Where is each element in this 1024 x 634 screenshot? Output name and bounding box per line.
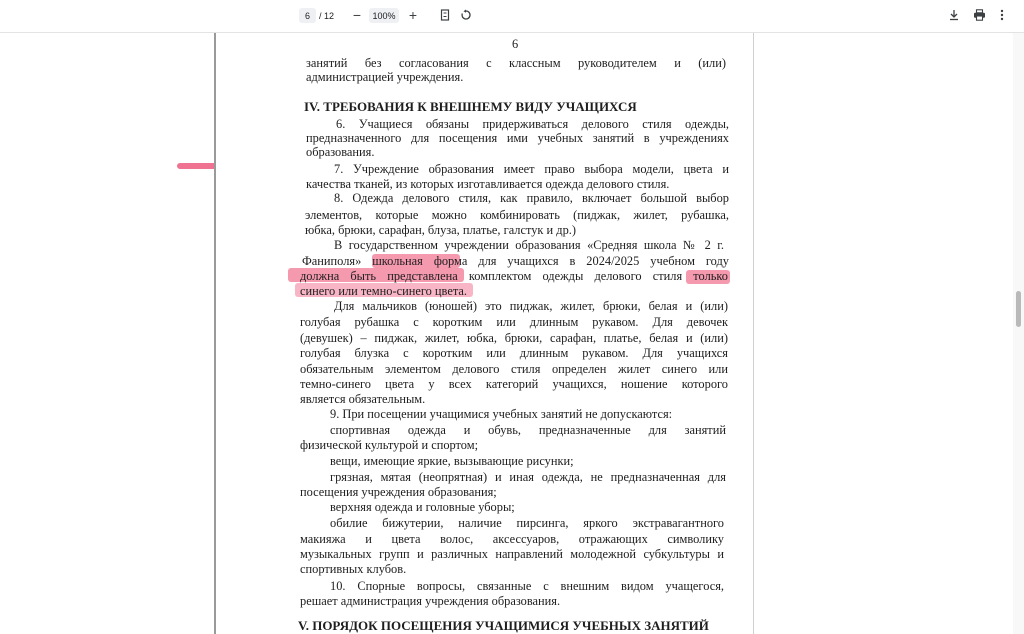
text-line: является обязательным. <box>300 392 426 406</box>
more-options-button[interactable] <box>993 6 1011 24</box>
text-line: синего или темно-синего цвета. <box>300 284 467 298</box>
text-line: должна быть представлена комплектом одежды делового стиля только <box>300 269 728 283</box>
text-line: обязательным элементом делового стиля определен жилет синего или <box>300 362 728 376</box>
page-number-input[interactable]: 6 <box>299 8 316 23</box>
text-line: музыкальных групп и различных направлений молодежной субкультуры и <box>300 547 724 561</box>
scrollbar[interactable] <box>1013 33 1024 634</box>
text-line: спортивных клубов. <box>300 562 407 576</box>
text-line: 6. Учащиеся обязаны придерживаться делового стиля одежды, <box>336 117 729 131</box>
fit-page-icon <box>439 9 451 21</box>
text-line: 10. Спорные вопросы, связанные с внешним видом учащегося, <box>330 579 724 593</box>
text-line: физической культурой и спортом; <box>300 438 479 452</box>
text-line: обилие бижутерии, наличие пирсинга, яркого экстравагантного <box>330 516 724 530</box>
text-line: решает администрация учреждения образования. <box>300 594 561 608</box>
section-heading: V. ПОРЯДОК ПОСЕЩЕНИЯ УЧАЩИМИСЯ УЧЕБНЫХ ЗАНЯТИЙ <box>298 618 709 633</box>
text-line: посещения учреждения образования; <box>300 485 497 499</box>
text-line: грязная, мятая (неопрятная) и иная одежда, не предназначенная для <box>330 470 726 484</box>
text-line: образования. <box>306 145 375 159</box>
rotate-button[interactable] <box>457 6 475 24</box>
text-line: В государственном учреждении образования «Средняя школа № 2 г. <box>334 238 724 252</box>
text-line: Для мальчиков (юношей) это пиджак, жилет, брюки, белая и (или) <box>334 299 728 313</box>
text-line: 9. При посещении учащимися учебных занятий не допускаются: <box>330 407 673 421</box>
text-line: Фаниполя» школьная форма для учащихся в 2024/2025 учебном году <box>302 254 729 268</box>
zoom-out-button[interactable] <box>348 6 366 24</box>
text-line: голубая блузка с коротким или длинным рукавом. Для учащихся <box>300 346 728 360</box>
text-line: спортивная одежда и обувь, предназначенные для занятий <box>330 423 726 437</box>
text-line: вещи, имеющие яркие, вызывающие рисунки; <box>330 454 574 468</box>
text-line: предназначенного для посещения ими учебных занятий в учреждениях <box>306 131 729 145</box>
text-line: элементов, которые можно комбинировать (пиджак, жилет, рубашка, <box>305 208 729 222</box>
text-line: голубая рубашка с коротким или длинным рукавом. Для девочек <box>300 315 728 329</box>
more-vertical-icon <box>1000 9 1004 21</box>
pdf-toolbar <box>0 0 1024 33</box>
text-line: верхняя одежда и головные уборы; <box>330 500 515 514</box>
print-icon <box>973 9 986 21</box>
document-text <box>214 33 754 634</box>
download-icon <box>948 9 960 21</box>
scrollbar-thumb[interactable] <box>1016 291 1021 327</box>
text-line: (девушек) – пиджак, жилет, юбка, брюки, сарафан, платье, белая и (или) <box>300 331 728 345</box>
download-button[interactable] <box>945 6 963 24</box>
text-line: администрацией учреждения. <box>306 70 464 84</box>
page-number: 6 <box>512 37 519 51</box>
text-line: 7. Учреждение образования имеет право выбора модели, цвета и <box>334 162 729 176</box>
section-heading: IV. ТРЕБОВАНИЯ К ВНЕШНЕМУ ВИДУ УЧАЩИХСЯ <box>304 99 637 114</box>
text-line: юбка, брюки, сарафан, блуза, платье, галстук и др.) <box>305 223 576 237</box>
text-line: 8. Одежда делового стиля, как правило, включает большой выбор <box>334 191 729 205</box>
plus-icon: + <box>408 7 418 23</box>
rotate-icon <box>460 9 472 21</box>
text-line: темно-синего цвета у всех категорий учащихся, ношение которого <box>300 377 728 391</box>
minus-icon: − <box>352 7 362 23</box>
fit-page-button[interactable] <box>436 6 454 24</box>
zoom-input[interactable]: 100% <box>369 8 399 23</box>
text-line: качества тканей, из которых изготавливается одежда делового стиля. <box>306 177 670 191</box>
zoom-in-button[interactable] <box>404 6 422 24</box>
page-total: / 12 <box>319 10 335 21</box>
print-button[interactable] <box>970 6 988 24</box>
text-line: макияжа и цвета волос, аксессуаров, отражающих символику <box>300 532 724 546</box>
text-line: занятий без согласования с классным руководителем и (или) <box>306 56 726 70</box>
